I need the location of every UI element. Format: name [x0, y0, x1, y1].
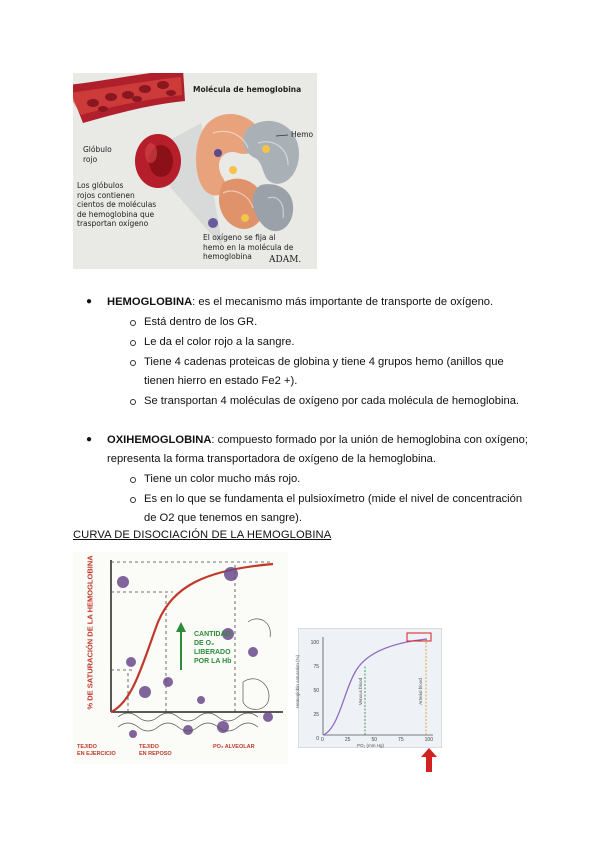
- x-label-exercise: TEJIDO EN EJERCICIO: [77, 744, 116, 757]
- x-label-rest: TEJIDO EN REPOSO: [139, 744, 172, 757]
- bullet-dot: ●: [86, 296, 93, 307]
- sub-bullet: [130, 360, 136, 366]
- sub-item: Tiene un color mucho más rojo.: [144, 473, 301, 485]
- cell-label-1: Glóbulo: [83, 145, 112, 154]
- red-arrow-icon: [420, 748, 438, 772]
- dissociation-curve-chart: [295, 628, 442, 748]
- y-axis-label: % DE SATURACIÓN DE LA HEMOGLOBINA: [85, 555, 95, 710]
- definition-hemoglobina: : es el mecanismo más importante de transporte de oxígeno.: [192, 296, 494, 308]
- sub-item: Es en lo que se fundamenta el pulsioxímetro (mide el nivel de concentración: [144, 493, 523, 505]
- molecule-label: Molécula de hemoglobina: [193, 85, 302, 94]
- term-oxihemoglobina: OXIHEMOGLOBINA: [107, 434, 212, 446]
- venous-label: Venous blood: [358, 677, 364, 706]
- dissociation-illustration: [73, 552, 288, 764]
- bullet-dot: ●: [86, 434, 93, 445]
- arterial-label: Arterial blood: [417, 678, 423, 705]
- sub-item-cont: tienen hierro en estado Fe2 +).: [144, 375, 298, 387]
- chart2-ylabel: Hemoglobin saturation (%): [295, 654, 301, 709]
- x-ticks: 0 25 50 75 100: [321, 737, 433, 743]
- term-hemoglobina: HEMOGLOBINA: [107, 296, 193, 308]
- sub-bullet: [130, 320, 136, 326]
- adam-logo: ADAM.: [269, 255, 302, 265]
- sub-bullet: [130, 497, 136, 503]
- caption-right: El oxígeno se fija al hemo en la molécula de hemoglobina: [203, 233, 294, 261]
- sub-item: Tiene 4 cadenas proteicas de globina y tiene 4 grupos hemo (anillos que: [144, 356, 504, 368]
- ylabel-wrap: [83, 555, 97, 712]
- x-label-alveolar: PO₂ ALVEOLAR: [213, 744, 255, 750]
- oxihemoglobina-line: [107, 430, 528, 450]
- y-ticks: 100 75 50 25 0: [310, 640, 319, 742]
- cell-label-2: rojo: [83, 155, 98, 164]
- hemoglobin-illustration: [73, 73, 317, 269]
- sub-item: Está dentro de los GR.: [144, 316, 258, 328]
- sub-bullet: [130, 340, 136, 346]
- sub-item: Se transportan 4 moléculas de oxígeno por cada molécula de hemoglobina.: [144, 395, 520, 407]
- section-heading: CURVA DE DISOCIACIÓN DE LA HEMOGLOBINA: [73, 529, 332, 541]
- heme-label: Hemo: [291, 130, 314, 139]
- sub-item-cont: de O2 que tenemos en sangre).: [144, 512, 302, 524]
- sub-bullet: [130, 399, 136, 405]
- definition-cont: representa la forma transportadora de oxígeno de la hemoglobina.: [107, 453, 436, 465]
- sub-item: Le da el color rojo a la sangre.: [144, 336, 295, 348]
- chart2-xlabel: PO₂ (mm Hg): [357, 743, 384, 748]
- hemoglobina-line: [107, 292, 493, 312]
- sub-bullet: [130, 477, 136, 483]
- caption-left: Los glóbulos rojos contienen cientos de moléculas de hemoglobina que trasportan oxígeno: [77, 181, 157, 228]
- definition-oxihemoglobina: : compuesto formado por la unión de hemoglobina con oxígeno;: [211, 434, 528, 446]
- annotation-liberated: CANTIDAD DE O₂ LIBERADO POR LA Hb: [194, 631, 232, 665]
- illustration-svg: [73, 552, 288, 764]
